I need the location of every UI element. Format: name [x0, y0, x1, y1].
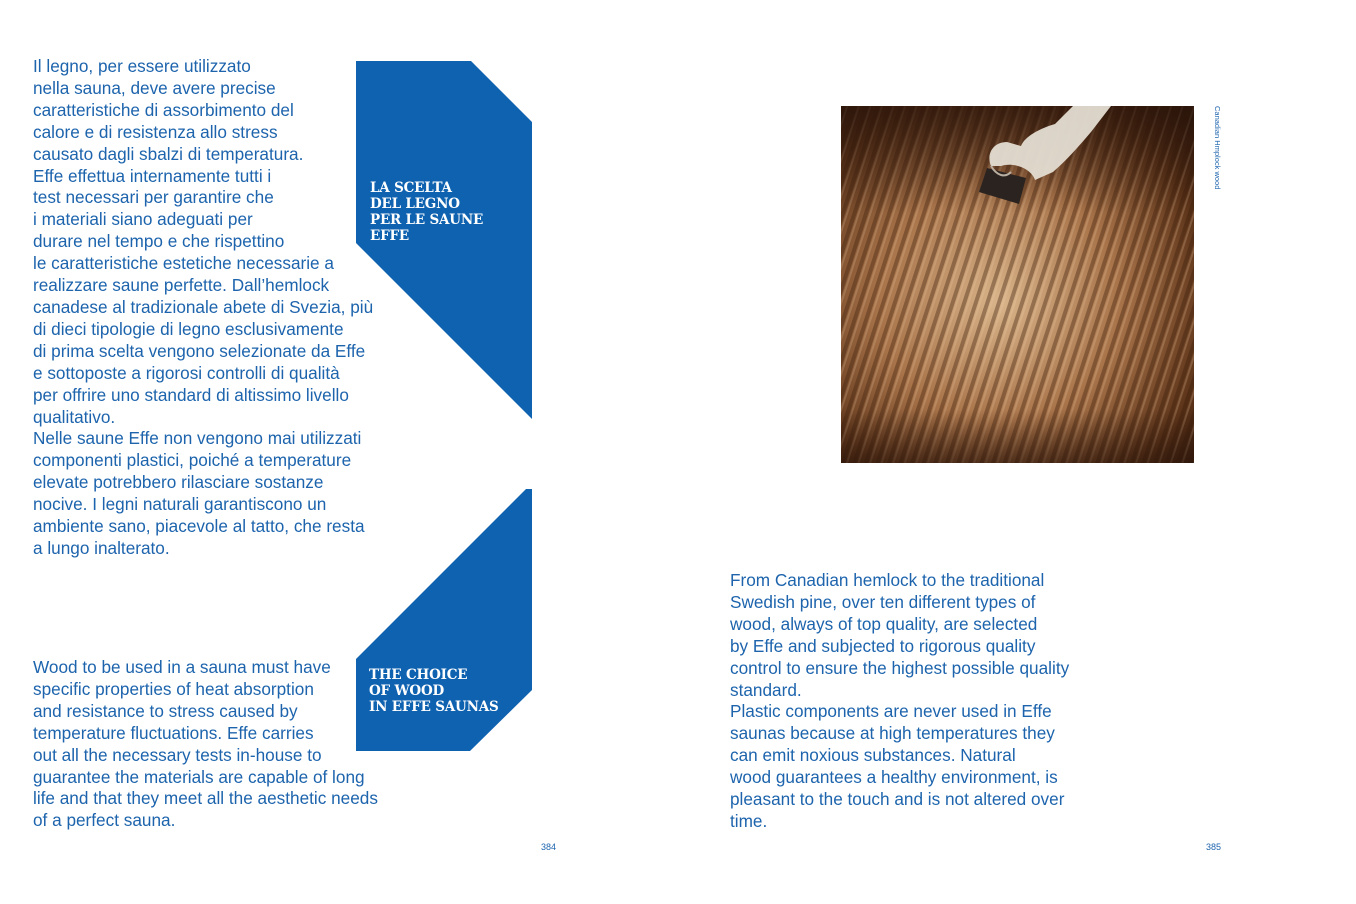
page-number-right: 385: [1206, 842, 1222, 852]
english-body-text-right: From Canadian hemlock to the traditional Swedish pine, over ten different types of wood, always of top quality, are selected by Effe and subjected to rigorous quality control to ensure the highest possible quality standard. Plastic components are never used in Effe saunas because at high temperatures they can emit noxious substances. Natural wood guarantees a healthy environment, is pleasant to the touch and is not altered over time.: [730, 570, 1070, 831]
italian-body-text: Il legno, per essere utilizzato nella sauna, deve avere precise caratteristiche di assorbimento del calore e di resistenza allo stress causato dagli sbalzi di temperatura. Effe effettua internamente tutti i test necessari per garantire che i materiali siano adeguati per durare nel tempo e che rispettino le caratteristiche estetiche necessarie a realizzare saune perfette. Dall’hemlock canadese al tradizionale abete di Svezia, più di dieci tipologie di legno esclusivamente di prima scelta vengono selezionate da Effe e sottoposte a rigorosi controlli di qualità per offrire uno standard di altissimo livello qualitativo. Nelle saune Effe non vengono mai utilizzati componenti plastici, poiché a temperature elevate potrebbero rilasciare sostanze nocive. I legni naturali garantiscono un ambiente sano, piacevole al tatto, che resta a lungo inalterato.: [33, 56, 374, 558]
wood-planks-photo: [841, 106, 1194, 463]
page-number-left: 384: [541, 842, 557, 852]
italian-section-heading: LA SCELTA DEL LEGNO PER LE SAUNE EFFE: [370, 180, 484, 244]
english-section-heading: THE CHOICE OF WOOD IN EFFE SAUNAS: [369, 667, 499, 715]
photo-caption: Canadian Hmplock wood: [1213, 106, 1222, 190]
english-body-text-left: Wood to be used in a sauna must have specific properties of heat absorption and resistance to stress caused by temperature fluctuations. Effe carries out all the necessary tests in-house to guarantee the materials are capable of long life and that they meet all the aesthetic needs of a perfect sauna.: [33, 657, 378, 831]
